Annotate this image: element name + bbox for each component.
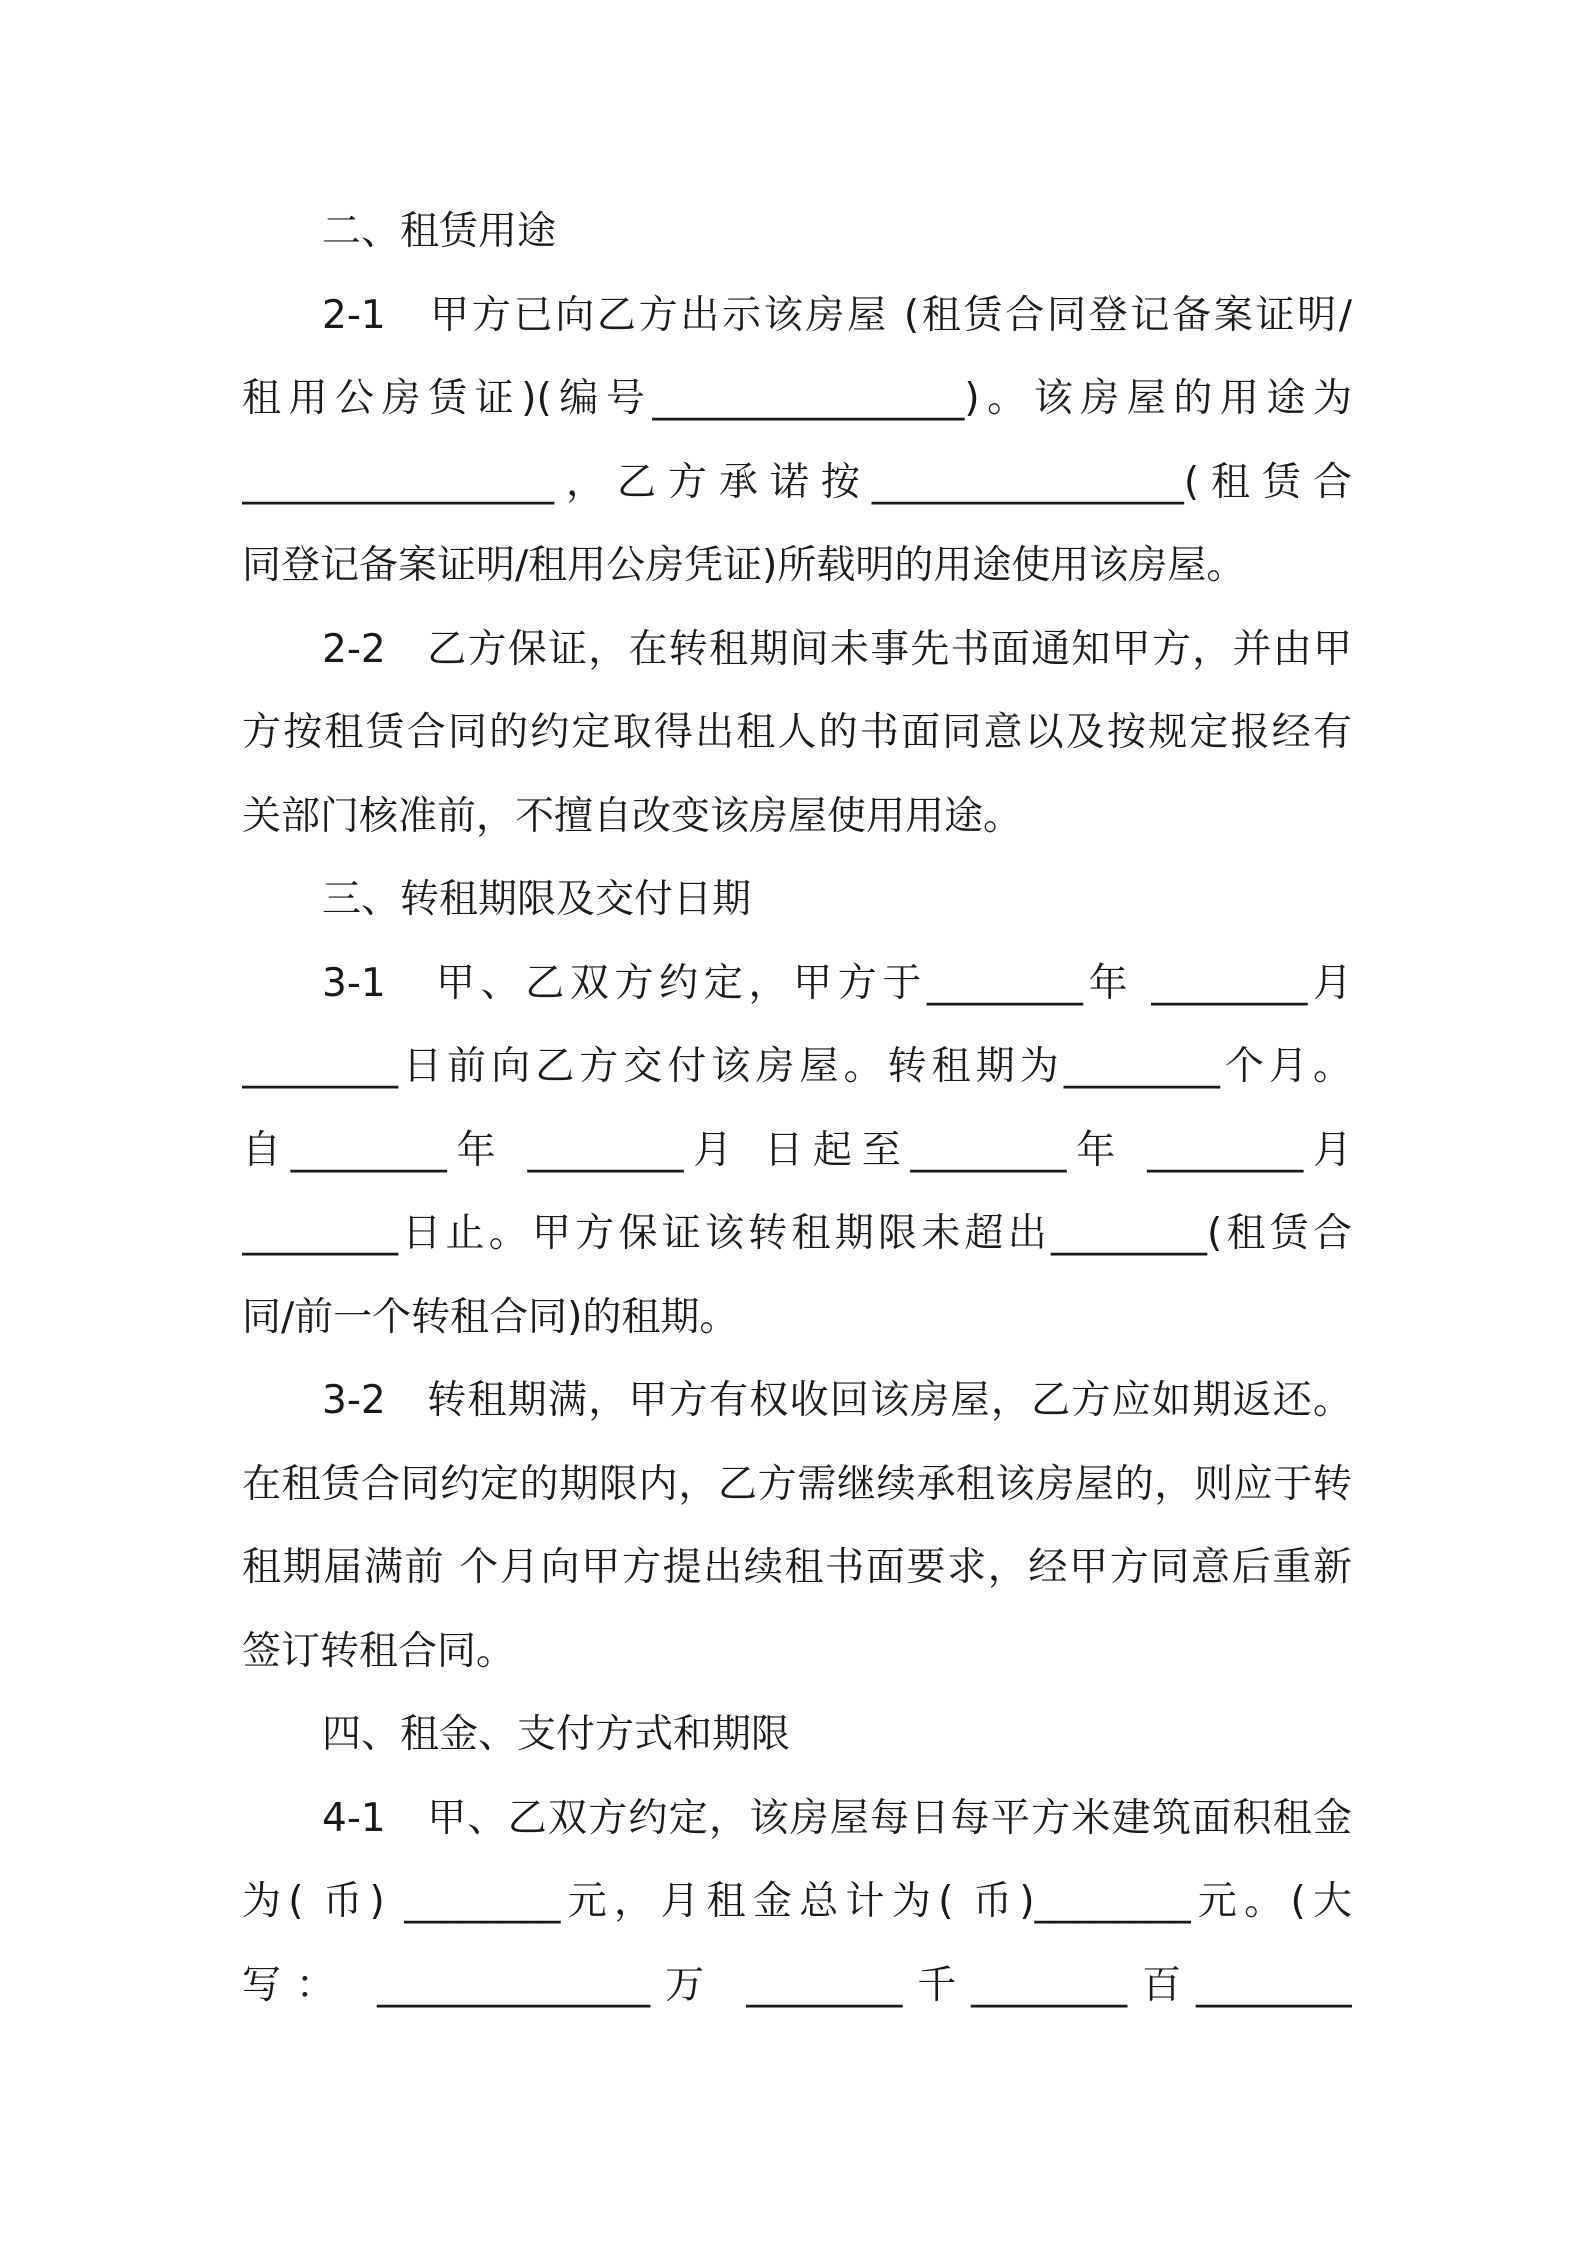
clause-2-1-line-4: 同登记备案证明/租用公房凭证)所载明的用途使用该房屋。 [242,543,1246,588]
clause-2-2-line-1: 2-2 乙方保证，在转租期间未事先书面通知甲方，并由甲 [322,626,1352,672]
clause-4-1-line-1: 4-1 甲、乙双方约定，该房屋每日每平方米建筑面积租金 [322,1795,1352,1841]
clause-2-2-line-2: 方按租赁合同的约定取得出租人的书面同意以及按规定报经有 [242,710,1352,755]
clause-2-1-line-2: 租用公房赁证)(编号________________)。该房屋的用途为 [242,376,1352,421]
section-heading-term-delivery: 三、转租期限及交付日期 [322,877,752,922]
section-heading-rental-use: 二、租赁用途 [322,209,557,254]
clause-3-1-line-1: 3-1 甲、乙双方约定，甲方于________年 ________月 [322,960,1352,1006]
document-page [242,190,1352,2027]
clause-3-1-line-4: ________日止。甲方保证该转租期限未超出________(租赁合 [242,1211,1352,1256]
clause-3-2-line-3: 租期届满前 个月向甲方提出续租书面要求，经甲方同意后重新 [242,1545,1352,1590]
clause-2-1-line-1: 2-1 甲方已向乙方出示该房屋 (租赁合同登记备案证明/ [322,292,1352,338]
clause-3-2-line-4: 签订转租合同。 [242,1628,516,1674]
clause-3-1-line-3: 自________年 ________月 日起至________年 ________月 [242,1127,1352,1173]
clause-3-2-line-2: 在租赁合同约定的期限内，乙方需继续承租该房屋的，则应于转 [242,1461,1352,1507]
section-heading-rent-payment: 四、租金、支付方式和期限 [322,1712,791,1757]
clause-3-1-line-2: ________日前向乙方交付该房屋。转租期为________个月。 [242,1044,1352,1089]
clause-2-2-line-3: 关部门核准前，不擅自改变该房屋使用用途。 [242,793,1023,839]
clause-4-1-line-3: 写： ______________万 ________千________百________ [242,1962,1352,2008]
clause-4-1-line-2: 为( 币) ________元，月租金总计为( 币)________元。(大 [242,1879,1352,1924]
clause-3-1-line-5: 同/前一个转租合同)的租期。 [242,1294,739,1340]
clause-3-2-line-1: 3-2 转租期满，甲方有权收回该房屋，乙方应如期返还。 [322,1378,1352,1423]
clause-2-1-line-3: ________________，乙方承诺按________________(租赁合 [242,459,1352,505]
